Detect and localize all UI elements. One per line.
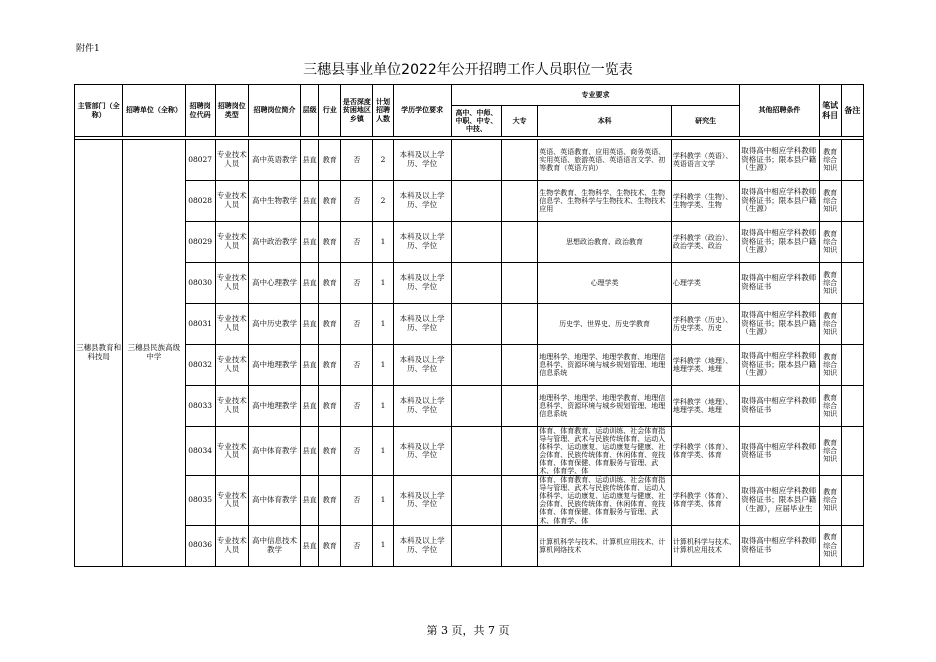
cell-code: 08031 [185,304,215,345]
cell-industry: 教育 [319,345,341,386]
cell-poor: 否 [341,181,373,222]
cell-major-college [502,345,538,386]
cell-remark [841,181,863,222]
cell-remark [841,345,863,386]
cell-grad: 学科教学（历史）、历史学类、历史 [671,304,739,345]
cell-poor: 否 [341,345,373,386]
job-table [74,84,864,567]
cell-bachelor: 思想政治教育、政治教育 [538,222,672,263]
cell-grad: 计算机科学与技术、计算机应用技术 [671,525,739,566]
cell-major-college [502,304,538,345]
cell-other: 取得高中相应学科教师资格证书；限本县户籍（生源） [740,222,819,263]
cell-bachelor: 英语、英语教育、应用英语、商务英语、实用英语、旅游英语、英语语言文学、初等教育（英语方向） [538,140,672,181]
cell-brief: 高中历史教学 [248,304,300,345]
cell-count: 1 [373,476,393,525]
cell-unit: 三穗县民族高级中学 [123,140,185,567]
header-other: 其他招聘条件 [740,85,819,137]
header-major-college: 大专 [502,106,538,137]
cell-remark [841,263,863,304]
cell-major-hs [451,476,501,525]
cell-type: 专业技术人员 [215,476,248,525]
cell-code: 08027 [185,140,215,181]
table-row [75,386,864,427]
cell-edu: 本科及以上学历、学位 [393,181,451,222]
header-poor: 是否深度贫困地区乡镇 [341,85,373,137]
cell-brief: 高中信息技术教学 [248,525,300,566]
cell-grad: 心理学类 [671,263,739,304]
cell-count: 2 [373,140,393,181]
cell-exam: 教育综合知识 [819,525,841,566]
cell-industry: 教育 [319,476,341,525]
cell-brief: 高中地理教学 [248,386,300,427]
cell-count: 2 [373,181,393,222]
cell-level: 县直 [301,263,319,304]
cell-exam: 教育综合知识 [819,222,841,263]
cell-level: 县直 [301,525,319,566]
cell-remark [841,476,863,525]
table-row [75,263,864,304]
cell-code: 08032 [185,345,215,386]
cell-grad: 学科教学（生物）、生物学类、生物 [671,181,739,222]
cell-edu: 本科及以上学历、学位 [393,386,451,427]
cell-level: 县直 [301,345,319,386]
cell-code: 08034 [185,427,215,476]
header-exam: 笔试科目 [819,85,841,137]
cell-major-hs [451,304,501,345]
page-title: 三穗县事业单位2022年公开招聘工作人员职位一览表 [303,62,633,78]
cell-bachelor: 心理学类 [538,263,672,304]
cell-major-college [502,181,538,222]
cell-major-hs [451,140,501,181]
cell-code: 08028 [185,181,215,222]
cell-major-college [502,525,538,566]
header-remark: 备注 [841,85,863,137]
cell-poor: 否 [341,386,373,427]
cell-type: 专业技术人员 [215,181,248,222]
cell-other: 取得高中相应学科教师资格证书；限本县户籍（生源） [740,140,819,181]
cell-count: 1 [373,525,393,566]
cell-grad: 学科教学（地理）、地理学类、地理 [671,345,739,386]
cell-industry: 教育 [319,386,341,427]
cell-poor: 否 [341,476,373,525]
cell-code: 08030 [185,263,215,304]
cell-level: 县直 [301,222,319,263]
cell-count: 1 [373,427,393,476]
cell-exam: 教育综合知识 [819,140,841,181]
cell-edu: 本科及以上学历、学位 [393,222,451,263]
cell-major-college [502,427,538,476]
cell-level: 县直 [301,304,319,345]
cell-remark [841,222,863,263]
cell-bachelor: 地理科学、地理学、地理学教育、地理信息科学、资源环境与城乡规划管理、地理信息系统 [538,386,672,427]
cell-bachelor: 地理科学、地理学、地理学教育、地理信息科学、资源环境与城乡规划管理、地理信息系统 [538,345,672,386]
cell-grad: 学科教学（政治）、政治学类、政治 [671,222,739,263]
cell-code: 08036 [185,525,215,566]
cell-major-college [502,140,538,181]
attachment-label: 附件1 [76,44,100,54]
cell-major-college [502,476,538,525]
cell-major-hs [451,345,501,386]
cell-count: 1 [373,263,393,304]
cell-other: 取得高中相应学科教师资格证书；限本县户籍（生源） [740,304,819,345]
table-row [75,427,864,476]
cell-level: 县直 [301,181,319,222]
cell-brief: 高中英语教学 [248,140,300,181]
cell-major-hs [451,427,501,476]
cell-dept: 三穗县教育和科技局 [75,140,123,567]
cell-remark [841,427,863,476]
cell-count: 1 [373,386,393,427]
cell-exam: 教育综合知识 [819,386,841,427]
table-row [75,476,864,525]
cell-code: 08033 [185,386,215,427]
cell-other: 取得高中相应学科教师资格证书 [740,525,819,566]
cell-major-hs [451,181,501,222]
cell-code: 08035 [185,476,215,525]
cell-poor: 否 [341,427,373,476]
cell-other: 取得高中相应学科教师资格证书；限本县户籍（生源），应届毕业生 [740,476,819,525]
cell-remark [841,304,863,345]
cell-bachelor: 生物学教育、生物科学、生物技术、生物信息学、生物科学与生物技术、生物技术应用 [538,181,672,222]
cell-edu: 本科及以上学历、学位 [393,140,451,181]
cell-level: 县直 [301,386,319,427]
cell-bachelor: 历史学、世界史、历史学教育 [538,304,672,345]
cell-type: 专业技术人员 [215,304,248,345]
cell-bachelor: 体育、体育教育、运动训练、社会体育指导与管理、武术与民族传统体育、运动人体科学、运动康复、运动康复与健康、社会体育、民族传统体育、休闲体育、竞技体育、体育保健、体育服务与管理、武术、体育学、体 [538,427,672,476]
header-major-hs: 高中、中师、中职、中专、中技、 [451,106,501,137]
cell-brief: 高中心理教学 [248,263,300,304]
cell-edu: 本科及以上学历、学位 [393,304,451,345]
header-edu: 学历学位要求 [393,85,451,137]
cell-edu: 本科及以上学历、学位 [393,427,451,476]
cell-type: 专业技术人员 [215,386,248,427]
cell-remark [841,140,863,181]
cell-poor: 否 [341,304,373,345]
cell-bachelor: 体育、体育教育、运动训练、社会体育指导与管理、武术与民族传统体育、运动人体科学、运动康复、运动康复与健康、社会体育、民族传统体育、休闲体育、竞技体育、体育保健、体育服务与管理、武术、体育学、体 [538,476,672,525]
header-dept: 主管部门（全称） [75,85,123,137]
cell-exam: 教育综合知识 [819,304,841,345]
cell-count: 1 [373,304,393,345]
cell-major-college [502,386,538,427]
cell-other: 取得高中相应学科教师资格证书 [740,427,819,476]
table-body [75,85,864,567]
cell-other: 取得高中相应学科教师资格证书；限本县户籍（生源） [740,345,819,386]
cell-exam: 教育综合知识 [819,427,841,476]
header-major-bachelor: 本科 [538,106,672,137]
cell-poor: 否 [341,222,373,263]
table-row [75,304,864,345]
cell-edu: 本科及以上学历、学位 [393,263,451,304]
cell-brief: 高中体育教学 [248,427,300,476]
header-code: 招聘岗位代码 [185,85,215,137]
table-row [75,140,864,181]
cell-type: 专业技术人员 [215,222,248,263]
cell-grad: 学科教学（体育）、体育学类、体育 [671,427,739,476]
cell-poor: 否 [341,525,373,566]
cell-remark [841,525,863,566]
page-footer: 第 3 页，共 7 页 [426,624,510,637]
cell-grad: 学科教学（英语）、英语语言文学 [671,140,739,181]
cell-type: 专业技术人员 [215,427,248,476]
cell-major-hs [451,525,501,566]
cell-major-hs [451,386,501,427]
cell-exam: 教育综合知识 [819,345,841,386]
cell-edu: 本科及以上学历、学位 [393,525,451,566]
cell-grad: 学科教学（地理）、地理学类、地理 [671,386,739,427]
cell-level: 县直 [301,476,319,525]
cell-level: 县直 [301,140,319,181]
header-major: 专业要求 [451,85,739,106]
cell-brief: 高中政治教学 [248,222,300,263]
cell-major-hs [451,222,501,263]
header-count: 计划招聘人数 [373,85,393,137]
table-row [75,181,864,222]
cell-industry: 教育 [319,140,341,181]
cell-type: 专业技术人员 [215,140,248,181]
cell-type: 专业技术人员 [215,525,248,566]
cell-bachelor: 计算机科学与技术、计算机应用技术、计算机网络技术 [538,525,672,566]
cell-edu: 本科及以上学历、学位 [393,345,451,386]
header-level: 层级 [301,85,319,137]
cell-exam: 教育综合知识 [819,263,841,304]
header-type: 招聘岗位类型 [215,85,248,137]
header-major-grad: 研究生 [671,106,739,137]
cell-count: 1 [373,345,393,386]
cell-industry: 教育 [319,222,341,263]
cell-edu: 本科及以上学历、学位 [393,476,451,525]
cell-brief: 高中地理教学 [248,345,300,386]
cell-grad: 学科教学（体育）、体育学类、体育 [671,476,739,525]
cell-industry: 教育 [319,427,341,476]
cell-major-hs [451,263,501,304]
table-row [75,345,864,386]
cell-other: 取得高中相应学科教师资格证书 [740,263,819,304]
cell-exam: 教育综合知识 [819,181,841,222]
cell-code: 08029 [185,222,215,263]
header-industry: 行业 [319,85,341,137]
cell-type: 专业技术人员 [215,345,248,386]
cell-type: 专业技术人员 [215,263,248,304]
cell-other: 取得高中相应学科教师资格证书；限本县户籍（生源） [740,181,819,222]
header-unit: 招聘单位（全称） [123,85,185,137]
cell-brief: 高中生物教学 [248,181,300,222]
cell-brief: 高中体育教学 [248,476,300,525]
cell-industry: 教育 [319,263,341,304]
cell-industry: 教育 [319,304,341,345]
cell-level: 县直 [301,427,319,476]
cell-industry: 教育 [319,181,341,222]
cell-poor: 否 [341,140,373,181]
table-row [75,222,864,263]
cell-major-college [502,263,538,304]
cell-other: 取得高中相应学科教师资格证书 [740,386,819,427]
cell-exam: 教育综合知识 [819,476,841,525]
cell-major-college [502,222,538,263]
table-row [75,525,864,566]
cell-count: 1 [373,222,393,263]
cell-remark [841,386,863,427]
cell-industry: 教育 [319,525,341,566]
header-brief: 招聘岗位简介 [248,85,300,137]
cell-poor: 否 [341,263,373,304]
